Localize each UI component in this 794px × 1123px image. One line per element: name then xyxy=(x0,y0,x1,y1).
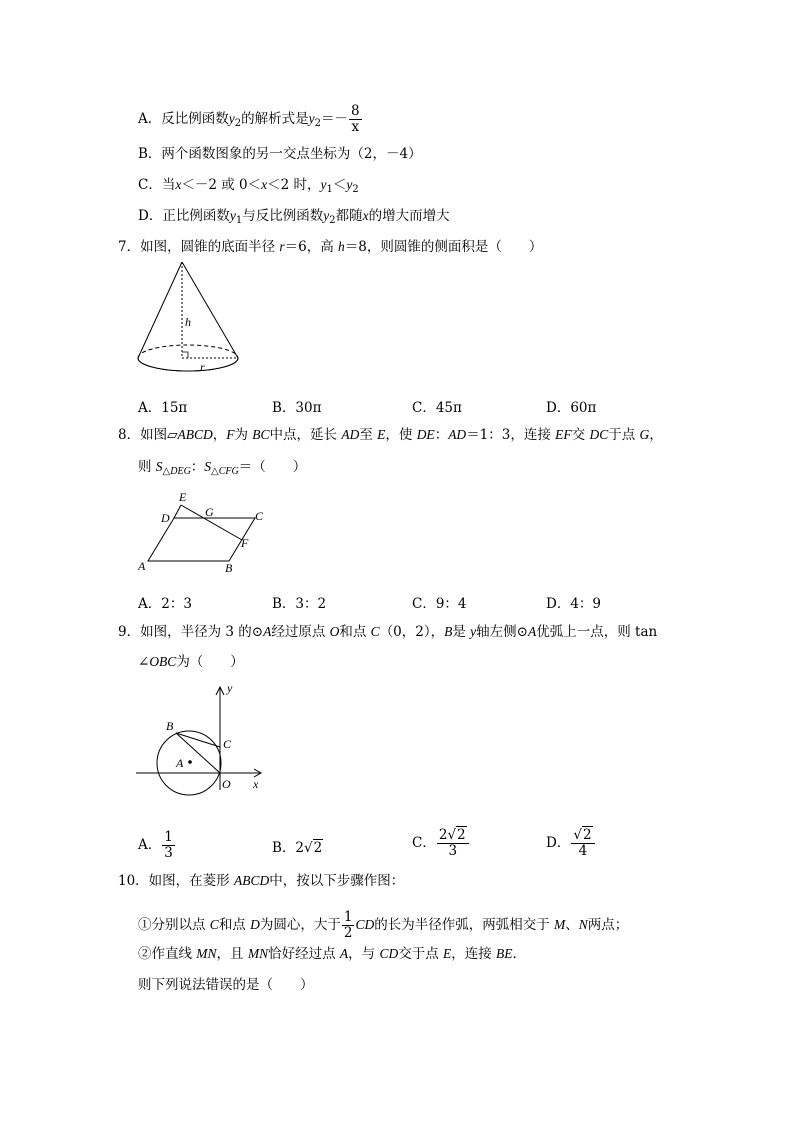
text: 轴左侧⊙ xyxy=(476,624,528,640)
text: 经过原点 xyxy=(271,624,330,640)
text: ②作直线 xyxy=(138,946,197,962)
var: x xyxy=(362,208,369,223)
q7-option-a[interactable]: A．15π xyxy=(138,400,188,416)
label-C: C xyxy=(255,509,264,523)
fraction xyxy=(437,828,469,859)
text: 于点 xyxy=(608,427,640,443)
var: y xyxy=(320,177,327,192)
q9-option-b[interactable] xyxy=(272,836,323,856)
var: CD xyxy=(355,917,375,932)
text: 8．如图▱ xyxy=(118,427,178,443)
coefficient: 2 xyxy=(438,827,448,843)
var: BE xyxy=(496,946,513,961)
text: 为（ ） xyxy=(176,654,244,670)
var: y xyxy=(323,208,330,223)
subscript: 2 xyxy=(314,118,321,129)
denominator: 3 xyxy=(164,845,173,861)
label-G: G xyxy=(205,505,214,519)
subscript: 1 xyxy=(326,184,333,195)
denominator: x xyxy=(351,119,360,135)
denominator: 2 xyxy=(343,925,353,941)
var: ABCD xyxy=(233,873,270,888)
q6-option-c[interactable] xyxy=(138,176,359,199)
text: 反比例函数 xyxy=(161,111,229,127)
text: ＝（ ） xyxy=(238,459,307,475)
text: 7．如图，圆锥的底面半径 xyxy=(118,239,280,255)
var: A xyxy=(339,946,349,961)
fraction xyxy=(349,104,362,135)
text: 交 xyxy=(571,427,590,443)
option-label: C． xyxy=(412,835,436,851)
var: A xyxy=(527,624,537,639)
text: 都随 xyxy=(335,208,363,224)
q7-option-c[interactable]: C．45π xyxy=(412,400,462,416)
text: 当 xyxy=(161,177,176,193)
q8-option-d[interactable]: D．4：9 xyxy=(546,596,602,612)
option-label: A． xyxy=(138,837,162,853)
var: x xyxy=(175,177,182,192)
text: 和点 xyxy=(339,624,371,640)
option-label: C． xyxy=(138,177,162,193)
cone-figure xyxy=(130,260,250,382)
text: ． xyxy=(512,946,527,962)
q9-stem-line1 xyxy=(118,623,657,641)
var: h xyxy=(338,239,345,254)
text: 9．如图，半径为 3 的⊙ xyxy=(118,624,264,640)
text: ， xyxy=(212,427,227,443)
var: F xyxy=(226,427,235,442)
var: BC xyxy=(252,427,270,442)
text: ＜ xyxy=(332,177,347,193)
label-O: O xyxy=(222,777,231,791)
sqrt-sign: √ xyxy=(573,827,582,843)
text: ，连接 xyxy=(451,946,497,962)
var: B xyxy=(444,624,453,639)
label-y-axis: y xyxy=(227,681,233,695)
coefficient: 2 xyxy=(295,840,305,856)
var: DC xyxy=(589,427,609,442)
var: O xyxy=(329,624,340,639)
q10-question: 则下列说法错误的是（ ） xyxy=(138,977,314,993)
text: ∠ xyxy=(138,654,150,670)
label-D: D xyxy=(161,511,170,525)
label-F: F xyxy=(241,536,249,550)
q7-stem xyxy=(118,238,542,256)
text: ，与 xyxy=(348,946,380,962)
text: ＝－ xyxy=(321,111,348,127)
q10-step1 xyxy=(138,910,628,941)
var: CD xyxy=(379,946,399,961)
var: y xyxy=(229,208,236,223)
text: 与反比例函数 xyxy=(242,208,324,224)
text: ， xyxy=(649,427,663,443)
text: ＜－2 或 0＜ xyxy=(181,177,262,193)
option-text: B．两个函数图象的另一交点坐标为（2，－4） xyxy=(138,146,422,162)
text: ： xyxy=(190,459,205,475)
label-B: B xyxy=(166,719,174,733)
q9-option-d[interactable] xyxy=(546,828,596,859)
var: A xyxy=(263,624,272,639)
var: E xyxy=(443,946,452,961)
fraction xyxy=(162,830,175,861)
var: r xyxy=(279,239,285,254)
q6-option-a[interactable] xyxy=(138,104,363,135)
text: 交于点 xyxy=(398,946,443,962)
text: 优弧上一点，则 tan xyxy=(536,624,658,640)
circle-figure xyxy=(134,680,270,792)
radicand: 2 xyxy=(457,827,466,843)
radicand: 2 xyxy=(313,840,323,856)
text: 、 xyxy=(565,917,579,933)
option-label: D． xyxy=(546,835,571,851)
text: ①分别以点 xyxy=(138,917,210,933)
subscript: 2 xyxy=(329,215,336,226)
var: y xyxy=(228,111,235,126)
var: AD xyxy=(448,427,467,442)
var: E xyxy=(377,427,386,442)
text: 和点 xyxy=(218,917,251,933)
var: C xyxy=(209,917,219,932)
var: AD xyxy=(341,427,360,442)
text: 为圆心，大于 xyxy=(259,917,341,933)
q10-step2 xyxy=(138,945,526,963)
var: y xyxy=(470,624,477,639)
q7-option-b[interactable]: B．30π xyxy=(272,400,322,416)
q8-option-a[interactable]: A．2：3 xyxy=(138,596,192,612)
text: 则 xyxy=(138,459,156,475)
text: 中点，延长 xyxy=(269,427,342,443)
text: ： xyxy=(434,427,449,443)
cone-h-label: h xyxy=(185,315,191,329)
var: OBC xyxy=(149,654,177,669)
numerator: 8 xyxy=(351,103,360,119)
var: G xyxy=(639,427,650,442)
var: x xyxy=(261,177,268,192)
sqrt-sign: √ xyxy=(447,827,457,843)
label-C: C xyxy=(223,737,232,751)
subscript: 1 xyxy=(235,215,243,226)
text: 至 xyxy=(359,427,378,443)
numerator: 1 xyxy=(343,909,353,925)
text: 恰好经过点 xyxy=(268,946,340,962)
text: 正比例函数 xyxy=(162,208,230,224)
radicand: 2 xyxy=(582,827,592,843)
var: EF xyxy=(555,427,572,442)
var: S xyxy=(204,459,212,474)
q8-stem-line1 xyxy=(118,426,663,444)
option-label: A． xyxy=(138,111,162,127)
subscript: △CFG xyxy=(211,466,239,477)
q8-stem-line2 xyxy=(138,458,306,481)
label-A: A xyxy=(138,559,146,573)
sqrt-sign: √ xyxy=(304,840,313,856)
text: 为 xyxy=(234,427,253,443)
subscript: 2 xyxy=(234,118,242,129)
text: （0，2）， xyxy=(379,624,445,640)
text: ＝8，则圆锥的侧面积是（ ） xyxy=(344,239,543,255)
q8-option-b[interactable]: B．3：2 xyxy=(272,596,327,612)
text: 10．如图，在菱形 xyxy=(118,873,234,889)
text: ＜2 时， xyxy=(267,177,321,193)
numerator xyxy=(437,828,469,844)
var: S xyxy=(155,459,163,474)
text: ，且 xyxy=(216,946,248,962)
numerator: 1 xyxy=(164,829,173,845)
cone-r-label: r xyxy=(200,360,205,374)
var: MN xyxy=(247,946,269,961)
text: 中，按以下步骤作图： xyxy=(269,873,405,889)
denominator: 4 xyxy=(578,843,588,859)
option-label: D． xyxy=(138,208,163,224)
var: C xyxy=(370,624,380,639)
var: y xyxy=(346,177,353,192)
q9-stem-line2 xyxy=(138,653,244,671)
q9-option-c[interactable] xyxy=(412,828,470,859)
var: D xyxy=(250,917,260,932)
text: ＝6，高 xyxy=(284,239,339,255)
var: N xyxy=(578,917,588,932)
subscript: 2 xyxy=(352,184,359,195)
var: MN xyxy=(196,946,217,961)
text: 是 xyxy=(452,624,471,640)
q8-option-c[interactable]: C．9：4 xyxy=(412,596,467,612)
fraction xyxy=(342,910,355,941)
fraction xyxy=(571,828,594,859)
text: 两点； xyxy=(587,917,629,933)
label-E: E xyxy=(179,490,187,504)
label-A: A xyxy=(176,756,184,770)
denominator: 3 xyxy=(448,843,458,859)
label-B: B xyxy=(225,561,233,575)
var: y xyxy=(308,111,315,126)
q10-stem xyxy=(118,872,404,890)
text: 的解析式是 xyxy=(241,111,309,127)
text: ，使 xyxy=(385,427,417,443)
var: ABCD xyxy=(177,427,213,442)
text: 的增大而增大 xyxy=(368,208,450,224)
option-label: B． xyxy=(272,840,296,856)
parallelogram-figure xyxy=(130,486,280,576)
subscript: △DEG xyxy=(162,466,191,477)
numerator xyxy=(571,828,594,844)
text: 的长为半径作弧，两弧相交于 xyxy=(374,917,555,933)
q6-option-d[interactable] xyxy=(138,207,450,230)
q9-option-a[interactable] xyxy=(138,830,176,861)
text: ＝1：3，连接 xyxy=(466,427,556,443)
label-x-axis: x xyxy=(253,777,259,791)
var: DE xyxy=(416,427,435,442)
q6-option-b[interactable] xyxy=(138,145,422,163)
q7-option-d[interactable]: D．60π xyxy=(546,400,597,416)
var: M xyxy=(554,917,566,932)
